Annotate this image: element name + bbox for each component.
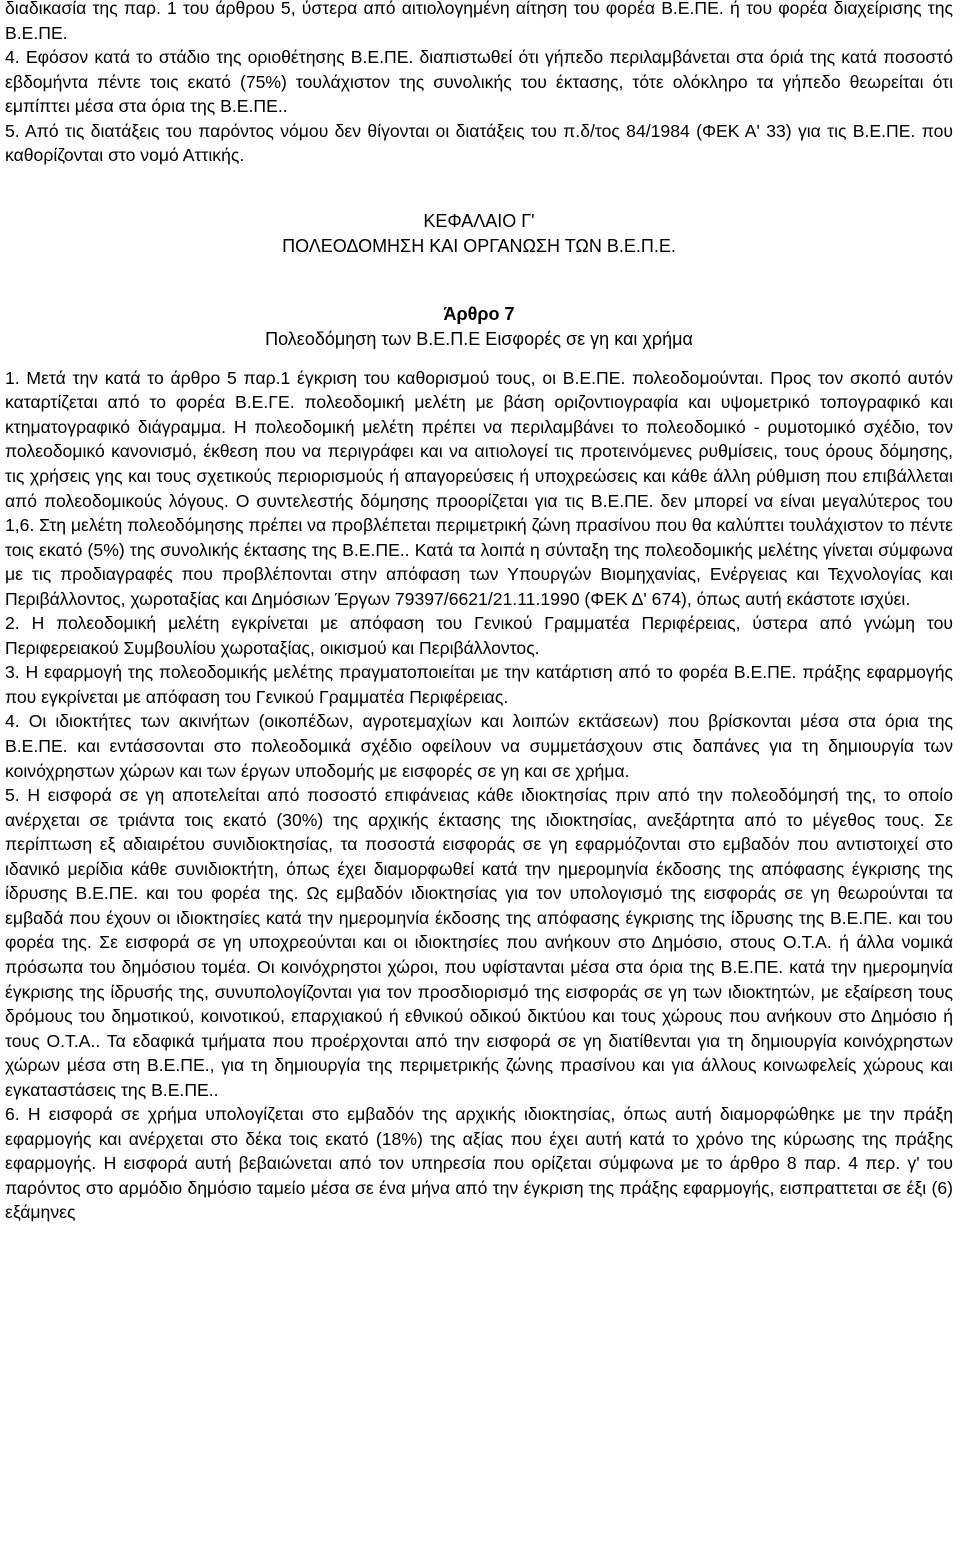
paragraph: διαδικασία της παρ. 1 του άρθρου 5, ύστερα από αιτιολογημένη αίτηση του φορέα Β.Ε.ΠΕ. ή του φορέα διαχείρισης της Β.Ε.ΠΕ. [5,0,953,43]
article-heading [5,302,953,352]
paragraph: 4. Εφόσον κατά το στάδιο της οριοθέτησης Β.Ε.ΠΕ. διαπιστωθεί ότι γήπεδο περιλαμβάνεται στα όριά της κατά ποσοστό εβδομήντα πέντε τοις εκατό (75%) τουλάχιστον της συνολικής του έκτασης, τότε ολόκληρο τα γήπεδο θεωρείται ότι εμπίπτει μέσα στα όρια της Β.Ε.ΠΕ.. [5,47,953,117]
article-paragraph: 2. Η πολεοδομική μελέτη εγκρίνεται με απόφαση του Γενικού Γραμματέα Περιφέρειας, ύστερα από γνώμη του Περιφερειακού Συμβουλίου χωροταξίας, οικισμού και Περιβάλλοντος. [5,613,953,658]
article-title: Πολεοδόμηση των Β.Ε.Π.Ε Εισφορές σε γη και χρήμα [265,328,693,349]
chapter-heading [5,209,953,259]
article-paragraph: 3. Η εφαρμογή της πολεοδομικής μελέτης πραγματοποιείται με την κατάρτιση από το φορέα Β.Ε.ΠΕ. πράξης εφαρμογής που εγκρίνεται με απόφαση του Γενικού Γραμματέα Περιφέρειας. [5,662,953,707]
article-paragraph: 6. Η εισφορά σε χρήμα υπολογίζεται στο εμβαδόν της αρχικής ιδιοκτησίας, όπως αυτή διαμορφώθηκε με την πράξη εφαρμογής και ανέρχεται στο δέκα τοις εκατό (18%) της αξίας που έχει αυτή κατά το χρόνο της κύρωσης της πράξης εφαρμογής. Η εισφορά αυτή βεβαιώνεται από τον υπηρεσία που ορίζεται σύμφωνα με το άρθρο 8 παρ. 4 περ. γ' του παρόντος στο αρμόδιο δημόσιο ταμείο μέσα σε ένα μήνα από την έγκριση της πράξης εφαρμογής, εισπραττεται σε έξι (6) εξάμηνες [5,1104,953,1223]
chapter-number: ΚΕΦΑΛΑΙΟ Γ' [423,210,535,231]
article-paragraph: 1. Μετά την κατά το άρθρο 5 παρ.1 έγκριση του καθορισμού τους, οι Β.Ε.ΠΕ. πολεοδομούνται. Προς τον σκοπό αυτόν καταρτίζεται από το φορέα Β.Ε.ΓΕ. πολεοδομική μελέτη με βάση οριζοντιογραφία και υψομετρικό τοπογραφικό και κτηματογραφικό διάγραμμα. Η πολεοδομική μελέτη πρέπει να περιλαμβάνει το πολεοδομικό - ρυμοτομικό σχέδιο, τον πολεοδομικό κανονισμό, έκθεση που να περιγράφει και να αιτιολογεί τις προτεινόμενες ρυθμίσεις, τους όρους δόμησης, τις χρήσεις γης και τους σχετικούς περιορισμούς ή απαγορεύσεις ή υποχρεώσεις και κάθε άλλη ρύθμιση που επιβάλλεται από πολεοδομικούς λόγους. Ο συντελεστής δόμησης προορίζεται για τις Β.Ε.ΠΕ. δεν μπορεί να είναι μεγαλύτερος του 1,6. Στη μελέτη πολεοδόμησης πρέπει να προβλέπεται περιμετρική ζώνη πρασίνου που θα καλύπτει τουλάχιστον το πέντε τοις εκατό (5%) της συνολικής έκτασης της Β.Ε.ΠΕ.. Κατά τα λοιπά η σύνταξη της πολεοδομικής μελέτης γίνεται σύμφωνα με τις προδιαγραφές που προβλέπονται στην απόφαση των Υπουργών Βιομηχανίας, Ενέργειας και Τεχνολογίας και Περιβάλλοντος, χωροταξίας και Δημόσιων Έργων 79397/6621/21.11.1990 (ΦΕΚ Δ' 674), όπως αυτή εκάστοτε ισχύει. [5,367,953,609]
article-number: Άρθρο 7 [443,303,515,324]
document-page [5,0,953,1225]
article-paragraph: 4. Οι ιδιοκτήτες των ακινήτων (οικοπέδων, αγροτεμαχίων και λοιπών εκτάσεων) που βρίσκονται μέσα στα όρια της Β.Ε.ΠΕ. και εντάσσονται στο πολεοδομικά σχέδιο οφείλουν να συμμετάσχουν στις δαπάνες για τη δημιουργία των κοινόχρηστων χώρων και των έργων υποδομής με εισφορές σε γη και σε χρήμα. [5,711,953,781]
paragraph: 5. Από τις διατάξεις του παρόντος νόμου δεν θίγονται οι διατάξεις του π.δ/τος 84/1984 (ΦΕΚ Α' 33) για τις Β.Ε.ΠΕ. που καθορίζονται στο νομό Αττικής. [5,120,953,166]
article-paragraph: 5. Η εισφορά σε γη αποτελείται από ποσοστό επιφάνειας κάθε ιδιοκτησίας πριν από την πολεοδόμησή της, το οποίο ανέρχεται σε τριάντα τοις εκατό (30%) της αρχικής έκτασης της ιδιοκτησίας, ανεξάρτητα από το μέγεθος τους. Σε περίπτωση εξ αδιαιρέτου συνιδιοκτησίας, τα ποσοστά εισφοράς σε γη εφαρμόζονται στο εμβαδόν που αντιστοιχεί στο ιδανικό μερίδια κάθε συνιδιοκτήτη, όπως έχει διαμορφωθεί κατά την ημερομηνία έκδοσης της απόφασης έγκρισης της ίδρυσης Β.Ε.ΠΕ. και του φορέα της. Ως εμβαδόν ιδιοκτησίας για τον υπολογισμό της εισφοράς σε γη θεωρούνται τα εμβαδά που έχουν οι ιδιοκτησίες κατά την ημερομηνία έκδοσης της απόφασης έγκρισης της ίδρυσης της Β.Ε.ΠΕ. και του φορέα της. Σε εισφορά σε γη υποχρεούνται και οι ιδιοκτησίες που ανήκουν στο Δημόσιο, στους Ο.Τ.Α. ή άλλα νομικά πρόσωπα του δημόσιου τομέα. Οι κοινόχρηστοι χώροι, που υφίστανται μέσα στα όρια της Β.Ε.ΠΕ. κατά την ημερομηνία έγκρισης της ίδρυσής της, συνυπολογίζονται για τον προσδιορισμό της εισφοράς σε γη των ιδιοκτητών, με εξαίρεση τους δρόμους του δημοτικού, κοινοτικού, επαρχιακού ή εθνικού οδικού δικτύου και τους χώρους που ανήκουν στο Δημόσιο ή τους Ο.Τ.Α.. Τα εδαφικά τμήματα που προέρχονται από την εισφορά σε γη διατίθενται για τη δημιουργία κοινόχρηστων χώρων μέσα στη Β.Ε.ΠΕ., για τη δημιουργία της περιμετρικής ζώνης πρασίνου και για άλλους κοινωφελείς χώρους και εγκαταστάσεις της Β.Ε.ΠΕ.. [5,785,953,1100]
chapter-title: ΠΟΛΕΟΔΟΜΗΣΗ ΚΑΙ ΟΡΓΑΝΩΣΗ ΤΩΝ Β.Ε.Π.Ε. [282,235,676,256]
